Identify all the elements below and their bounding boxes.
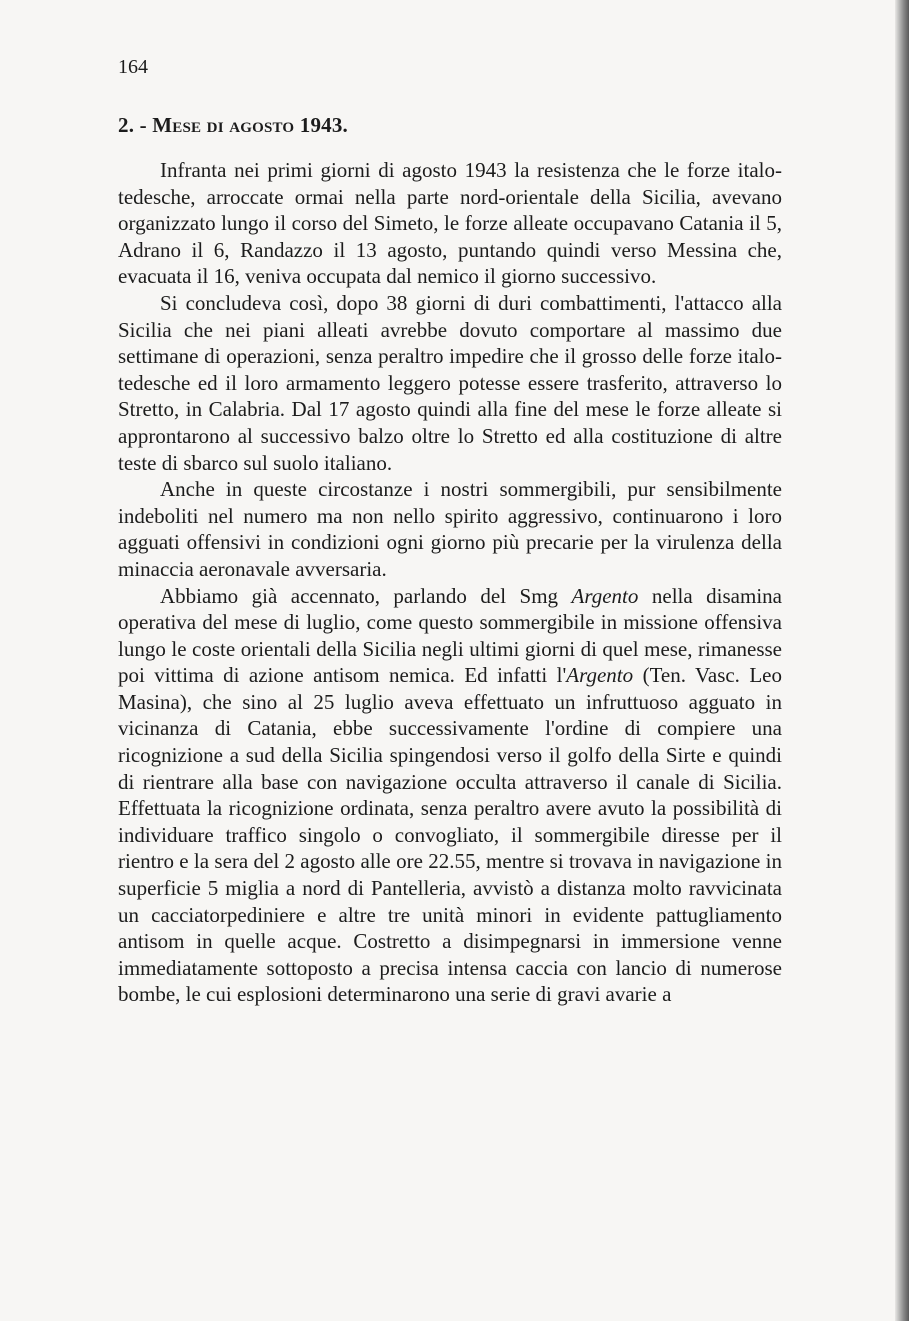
paragraph-4-part-1: Abbiamo già accennato, parlando del Smg <box>160 583 572 608</box>
submarine-name-argento: Argento <box>571 583 639 608</box>
section-heading-title: Mese di agosto <box>152 113 295 137</box>
section-heading-year: 1943. <box>294 113 349 137</box>
section-heading <box>118 113 348 138</box>
paragraph-4 <box>118 583 782 1009</box>
paragraph-3: Anche in queste circostanze i nostri sommergibili, pur sensibilmente indeboliti nel numero ma non nello spirito aggressivo, continuarono i loro agguati offensivi in condizioni ogni giorno più precarie per la virulenza della minaccia aeronavale avversaria. <box>118 477 782 581</box>
page-edge-shadow <box>895 0 909 1321</box>
submarine-name-argento-2: Argento <box>566 663 634 688</box>
paragraph-2: Si concludeva così, dopo 38 giorni di duri combattimenti, l'attacco alla Sicilia che nei piani alleati avrebbe dovuto comportare al massimo due settimane di operazioni, senza peraltro impedire che il grosso delle forze italo-tedesche ed il loro armamento leggero potesse essere trasferito, attraverso lo Stretto, in Calabria. Dal 17 agosto quindi alla fine del mese le forze alleate si approntarono al successivo balzo oltre lo Stretto ed alla costituzione di altre teste di sbarco sul suolo italiano. <box>118 290 782 475</box>
page-number: 164 <box>118 56 148 78</box>
body-text <box>118 157 782 1008</box>
paragraph-4-part-2: nella disamina operativa del mese di luglio, come questo sommergibile in missione offensiva lungo le coste orientali della Sicilia negli ultimi giorni di quel mese, rimanesse poi vittima di azione antisom nemica. Ed infatti l' <box>118 583 782 688</box>
section-heading-prefix: 2. - <box>118 113 153 137</box>
paragraph-1: Infranta nei primi giorni di agosto 1943 la resistenza che le forze italo-tedesche, arroccate ormai nella parte nord-orientale della Sicilia, avevano organizzato lungo il corso del Simeto, le forze alleate occupavano Catania il 5, Adrano il 6, Randazzo il 13 agosto, puntando quindi verso Messina che, evacuata il 16, veniva occupata dal nemico il giorno successivo. <box>118 158 782 289</box>
paragraph-4-part-3: (Ten. Vasc. Leo Masina), che sino al 25 luglio aveva effettuato un infruttuoso agguato in vicinanza di Catania, ebbe successivamente l'ordine di compiere una ricognizione a sud della Sicilia spingendosi verso il golfo della Sirte e quindi di rientrare alla base con navigazione occulta attraverso il canale di Sicilia. Effettuata la ricognizione ordinata, senza peraltro avere avuto la possibilità di individuare traffico singolo o convogliato, il sommergibile diresse per il rientro e la sera del 2 agosto alle ore 22.55, mentre si trovava in navigazione in superficie 5 miglia a nord di Pantelleria, avvistò a distanza molto ravvicinata un cacciatorpediniere e altre tre unità minori in evidente pattugliamento antisom in quelle acque. Costretto a disimpegnarsi in immersione venne immediatamente sottoposto a precisa intensa caccia con lancio di numerose bombe, le cui esplosioni determinarono una serie di gravi avarie a <box>118 663 782 1007</box>
